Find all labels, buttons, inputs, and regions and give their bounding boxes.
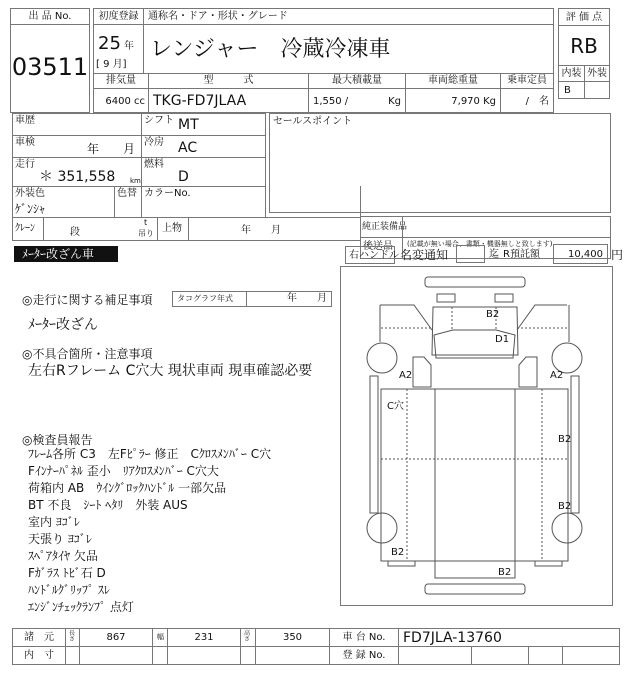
- displacement-cell: [93, 88, 149, 113]
- damage-mark: A2: [550, 370, 564, 381]
- name-header: [143, 8, 554, 25]
- model: TKG-FD7JLAA: [153, 93, 247, 109]
- gross-weight-label: 車両総重量: [428, 75, 478, 86]
- lot-no: 03511: [11, 53, 89, 81]
- displacement: 6400 cc: [105, 96, 145, 107]
- max-load-header: [308, 73, 406, 89]
- spec-label: 諸 元: [24, 632, 54, 643]
- lot-no-header: [10, 8, 90, 25]
- chassis-no: FD7JLA-13760: [403, 630, 502, 646]
- gross-weight: 7,970 Kg: [451, 96, 496, 107]
- name-change-box: [456, 245, 485, 263]
- score-label: 評 価 点: [565, 12, 603, 23]
- reg-label: 登 録 No.: [342, 650, 386, 661]
- exterior-label: 外装: [587, 68, 607, 79]
- damage-mark: B2: [558, 501, 572, 512]
- fuel: D: [178, 169, 189, 185]
- first-reg-header: [93, 8, 144, 25]
- recycle-fee: 10,400: [568, 249, 603, 260]
- model-header: [148, 73, 309, 89]
- name-label: 通称名・ドア・形状・グレード: [148, 11, 288, 22]
- damage-mark: B2: [391, 547, 405, 558]
- equipment-label-cell: [360, 216, 408, 238]
- body-label: 上物: [162, 223, 182, 234]
- interior-label: 内装: [561, 68, 582, 79]
- interior-header: [558, 65, 585, 82]
- body-label-cell: [157, 217, 189, 241]
- until-label: 迄: [489, 249, 499, 260]
- width-label: 幅: [157, 633, 164, 641]
- first-reg-box: [93, 24, 144, 74]
- equipment-cell: [402, 216, 611, 238]
- displacement-label: 排気量: [106, 75, 136, 86]
- max-load-label: 最大積載量: [332, 75, 382, 86]
- inspector-line: Fｲﾝﾅｰﾊﾟﾈﾙ 歪小 ﾘｱｸﾛｽﾒﾝﾊﾞｰ C穴大: [28, 464, 219, 478]
- inspector-line: 室内 ﾖｺﾞﾚ: [28, 515, 80, 529]
- recycle-label: R預託額: [503, 249, 540, 260]
- damage-mark: B2: [498, 567, 512, 578]
- model-label: 型 式: [203, 75, 254, 86]
- length: 867: [106, 632, 126, 643]
- inspector-line: ﾌﾚｰﾑ各所 C3 左Fﾋﾟﾗｰ 修正 Cｸﾛｽﾒﾝﾊﾞｰ C穴: [28, 447, 272, 461]
- color: ｹﾞﾝｼｬ: [15, 202, 46, 216]
- inspection-label: 車検: [15, 137, 35, 148]
- shift: MT: [178, 117, 199, 133]
- damage-mark: B2: [558, 434, 572, 445]
- truck-outline: [341, 267, 612, 605]
- capacity-cell: [500, 88, 554, 113]
- color-cell: [12, 186, 115, 218]
- first-reg-label: 初度登録: [98, 11, 139, 22]
- tampered-badge-text: ﾒｰﾀｰ改ざん車: [22, 247, 95, 261]
- crane-stage: 段: [70, 227, 80, 238]
- displacement-header: [93, 73, 149, 89]
- shift-label: シフト: [144, 115, 174, 126]
- interior-grade: B: [564, 85, 571, 96]
- tampered-badge: [14, 246, 118, 262]
- mileage-cell: [12, 157, 142, 187]
- ac-label: 冷房: [144, 137, 164, 148]
- mileage-note: ﾒｰﾀｰ改ざん: [28, 317, 98, 333]
- inspector-line: Fｶﾞﾗｽ ﾄﾋﾞ石 D: [28, 566, 106, 580]
- fuel-label: 燃料: [144, 159, 164, 170]
- max-load-cell: [308, 88, 406, 113]
- color-change-cell: [114, 186, 142, 218]
- damage-diagram: [340, 266, 613, 606]
- interior-grade-cell: [558, 81, 585, 99]
- score-header: [558, 8, 610, 26]
- sales-point-label: セールスポイント: [273, 116, 353, 127]
- color-no-label: カラーNo.: [144, 188, 191, 199]
- crane-hoist: 吊り: [138, 229, 154, 238]
- body-date: 年 月: [241, 225, 281, 236]
- max-load: 1,550 /: [313, 96, 349, 107]
- mileage-label: 走行: [15, 159, 35, 170]
- inspection: 年 月: [86, 142, 135, 156]
- capacity-label: 乗車定員: [507, 75, 547, 86]
- inspector-line: ｽﾍﾟｱﾀｲﾔ 欠品: [28, 549, 98, 563]
- mileage: ＊ 351,558: [39, 169, 116, 185]
- inspector-line: BT 不良 ｼｰﾄ ﾍﾀﾘ 外装 AUS: [28, 498, 188, 512]
- score: RB: [570, 34, 598, 58]
- yen-label: 円: [611, 248, 624, 262]
- year-unit: 年: [124, 41, 134, 52]
- color-no-cell: [141, 186, 266, 218]
- inspector-line: 荷箱内 AB ｳｲﾝｸﾞﾛｯｸﾊﾝﾄﾞﾙ 一部欠品: [28, 481, 227, 495]
- specs-table: [12, 628, 620, 665]
- defects: 左右Rフレーム C穴大 現状車両 現車確認必要: [28, 363, 313, 379]
- reg-year: 25: [98, 33, 121, 54]
- later-note: (記載が無い場合、書類・機器無しと致します): [407, 240, 553, 248]
- width: 231: [194, 632, 214, 643]
- color-change-label: 色替: [117, 188, 137, 199]
- ac: AC: [178, 140, 198, 156]
- damage-mark: D1: [495, 334, 510, 345]
- mileage-unit: km: [130, 177, 141, 185]
- reg-month: [ 9 月]: [96, 59, 127, 70]
- model-cell: [148, 88, 309, 113]
- inner-label: 内 寸: [24, 650, 54, 661]
- crane-t: t: [144, 218, 148, 227]
- damage-mark: A2: [399, 370, 413, 381]
- exterior-header: [584, 65, 610, 82]
- tacho-box: [172, 291, 332, 307]
- lot-no-box: [10, 24, 90, 113]
- fuel-cell: [141, 157, 266, 187]
- mileage-notes-heading: ◎走行に関する補足事項: [22, 293, 153, 307]
- inspector-line: ﾊﾝﾄﾞﾙｸﾞﾘｯﾌﾟ ｽﾚ: [28, 583, 110, 597]
- crane-label-cell: [12, 217, 44, 241]
- equipment-label: 純正装備品: [362, 222, 408, 232]
- crane-label: ｸﾚｰﾝ: [15, 223, 35, 234]
- vehicle-name: レンジャー 冷蔵冷凍車: [150, 37, 391, 62]
- gross-weight-cell: [405, 88, 501, 113]
- max-load-unit: Kg: [388, 96, 401, 107]
- exterior-grade-cell: [584, 81, 610, 99]
- history-cell: [12, 113, 142, 136]
- height-label: 高さ: [244, 630, 251, 643]
- rhd: 右ハンドル: [349, 250, 399, 261]
- height: 350: [282, 632, 303, 643]
- capacity: / 名: [525, 96, 549, 107]
- length-label: 長さ: [69, 630, 76, 643]
- damage-mark: B2: [486, 309, 500, 320]
- history-label: 車歴: [15, 115, 35, 126]
- recycle-fee-box: [553, 244, 608, 264]
- tacho-label: タコグラフ年式: [177, 294, 233, 303]
- later-label: 後送品: [363, 241, 393, 252]
- gross-weight-header: [405, 73, 501, 89]
- shift-cell: [141, 113, 266, 136]
- crane-cell: [43, 217, 158, 241]
- name-change-label: 名変通知: [400, 248, 449, 262]
- score-box: [558, 25, 610, 66]
- inspection-cell: [12, 135, 142, 158]
- rhd-box: [345, 246, 399, 264]
- damage-mark: C穴: [387, 401, 404, 412]
- name-box: [143, 24, 554, 74]
- inspector-line: 天張り ﾖｺﾞﾚ: [28, 532, 92, 546]
- capacity-header: [500, 73, 554, 89]
- body-date-cell: [188, 217, 361, 241]
- sales-point-box: [269, 113, 611, 213]
- lot-no-label: 出 品 No.: [28, 11, 72, 22]
- ac-cell: [141, 135, 266, 158]
- inspector-heading: ◎検査員報告: [22, 433, 93, 447]
- inspector-line: ｴﾝｼﾞﾝﾁｪｯｸﾗﾝﾌﾟ 点灯: [28, 600, 134, 614]
- chassis-label: 車 台 No.: [342, 632, 386, 643]
- defects-heading: ◎不具合箇所・注意事項: [22, 347, 153, 361]
- tacho-date: 年 月: [287, 293, 327, 304]
- color-label: 外装色: [15, 188, 45, 199]
